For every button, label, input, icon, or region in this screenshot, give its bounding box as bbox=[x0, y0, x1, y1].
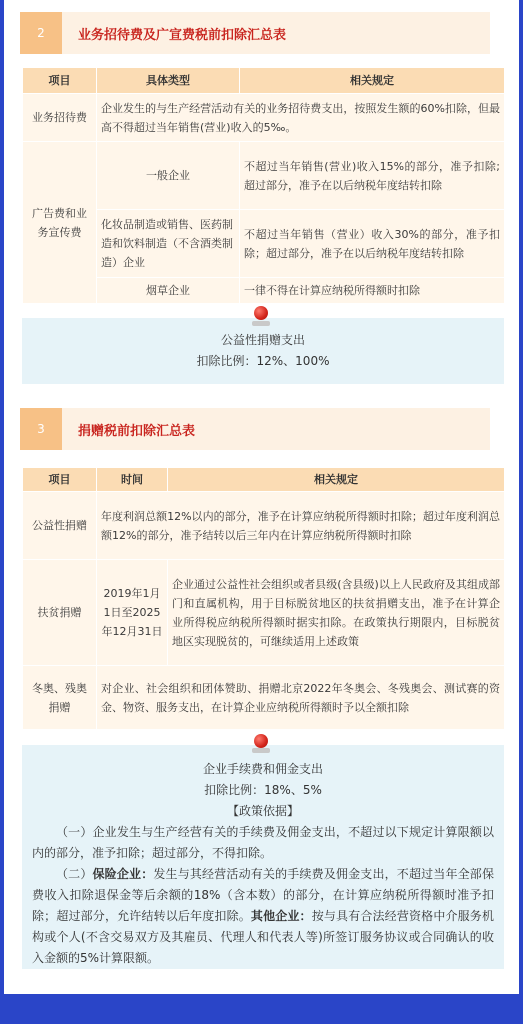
table-row bbox=[23, 142, 505, 210]
bottom-bar bbox=[0, 994, 523, 1024]
section-2-header bbox=[20, 12, 490, 54]
box2-para2 bbox=[32, 864, 494, 969]
ad-item: 广告费和业务宣传费 bbox=[23, 142, 97, 304]
section-2-title: 业务招待费及广宣费税前扣除汇总表 bbox=[78, 27, 287, 43]
table-row bbox=[23, 560, 505, 666]
box1-ratio: 扣除比例：12%、100% bbox=[196, 354, 330, 368]
donation-table bbox=[22, 467, 505, 730]
public-item: 公益性捐赠 bbox=[23, 492, 97, 560]
ad-type-tobacco: 烟草企业 bbox=[97, 278, 240, 304]
box2-basis: 【政策依据】 bbox=[226, 804, 299, 818]
section-3-header bbox=[20, 408, 490, 450]
box2-title: 企业手续费和佣金支出 bbox=[202, 762, 323, 776]
box1-title: 公益性捐赠支出 bbox=[220, 333, 305, 347]
section-2-number: 2 bbox=[20, 12, 62, 54]
entertain-item: 业务招待费 bbox=[23, 94, 97, 142]
header-rule: 相关规定 bbox=[168, 468, 505, 492]
poverty-time: 2019年1月1日至2025年12月31日 bbox=[97, 560, 168, 666]
pin-base bbox=[252, 321, 270, 326]
insurance-label: 保险企业： bbox=[92, 867, 154, 881]
section-3-number: 3 bbox=[20, 408, 62, 450]
poverty-rule: 企业通过公益性社会组织或者县级(含县级)以上人民政府及其组成部门和直属机构，用于目标脱贫地区的扶贫捐赠支出，准予在计算企业所得税应纳税所得额时据实扣除。在政策执行期限内，目标脱贫地区实现脱贫的，可继续适用上述政策 bbox=[168, 560, 505, 666]
public-welfare-box bbox=[22, 318, 504, 384]
table-row bbox=[23, 666, 505, 730]
table-header-row bbox=[23, 68, 505, 94]
ad-rule-tobacco: 一律不得在计算应纳税所得额时扣除 bbox=[240, 278, 505, 304]
para2-prefix: （二） bbox=[56, 867, 93, 881]
other-text: 按与具有合法经营资格中介服务机构或个人(不含交易双方及其雇员、代理人和代表人等)所签订服务协议或合同确认的收入金额的5%计算限额。 bbox=[32, 909, 494, 965]
poverty-item: 扶贫捐赠 bbox=[23, 560, 97, 666]
ad-rule-cosmetic: 不超过当年销售（营业）收入30%的部分，准予扣除；超过部分，准予在以后纳税年度结转扣除 bbox=[240, 210, 505, 278]
box2-ratio: 扣除比例：18%、5% bbox=[204, 783, 322, 797]
insurance-text: 发生与其经营活动有关的手续费及佣金支出，不超过当年全部保费收入扣除退保金等后余额的18%（含本数）的部分，在计算应纳税所得额时准予扣除；超过部分，允许结转以后年度扣除。 bbox=[32, 867, 494, 923]
header-item: 项目 bbox=[23, 68, 97, 94]
public-rule: 年度利润总额12%以内的部分，准予在计算应纳税所得额时扣除；超过年度利润总额12%的部分，准予结转以后三年内在计算应纳税所得额时扣除 bbox=[97, 492, 505, 560]
header-rule: 相关规定 bbox=[240, 68, 505, 94]
ad-type-cosmetic: 化妆品制造或销售、医药制造和饮料制造（不含酒类制造）企业 bbox=[97, 210, 240, 278]
commission-box bbox=[22, 745, 504, 969]
olympic-rule: 对企业、社会组织和团体赞助、捐赠北京2022年冬奥会、冬残奥会、测试赛的资金、物资、服务支出，在计算企业应纳税所得额时予以全额扣除 bbox=[97, 666, 505, 730]
table-row bbox=[23, 492, 505, 560]
article-body bbox=[4, 0, 519, 994]
ad-rule-general: 不超过当年销售(营业)收入15%的部分，准予扣除;超过部分，准予在以后纳税年度结转扣除 bbox=[240, 142, 505, 210]
box2-para1: （一）企业发生与生产经营有关的手续费及佣金支出，不超过以下规定计算限额以内的部分，准予扣除；超过部分，不得扣除。 bbox=[32, 825, 494, 860]
header-item: 项目 bbox=[23, 468, 97, 492]
pushpin-icon bbox=[254, 306, 268, 320]
ad-type-general: 一般企业 bbox=[97, 142, 240, 210]
header-type: 具体类型 bbox=[97, 68, 240, 94]
entertainment-ad-table bbox=[22, 67, 505, 304]
table-row bbox=[23, 94, 505, 142]
olympic-item: 冬奥、残奥捐赠 bbox=[23, 666, 97, 730]
header-time: 时间 bbox=[97, 468, 168, 492]
entertain-rule: 企业发生的与生产经营活动有关的业务招待费支出，按照发生额的60%扣除，但最高不得超过当年销售(营业)收入的5‰。 bbox=[97, 94, 505, 142]
section-3-title: 捐赠税前扣除汇总表 bbox=[78, 423, 196, 439]
table-header-row bbox=[23, 468, 505, 492]
other-label: 其他企业： bbox=[250, 909, 312, 923]
pin-base bbox=[252, 748, 270, 753]
pushpin-icon bbox=[254, 734, 268, 748]
